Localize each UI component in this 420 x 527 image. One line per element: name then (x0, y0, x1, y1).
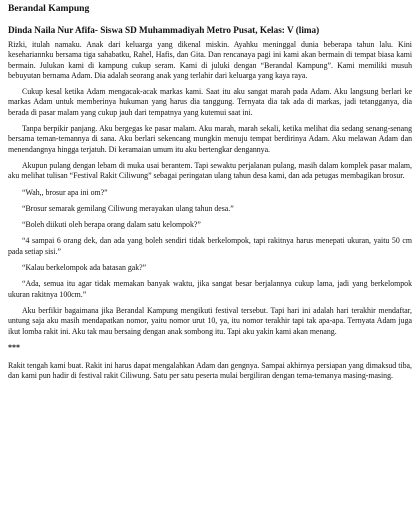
paragraph: Tanpa berpikir panjang. Aku bergegas ke pasar malam. Aku marah, marah sekali, ketika melihat dia sedang senang-senang bersama teman-temannya di sana. Aku berlari sekencang mungkin menuju tempat berdirinya Adam. Aku melawan Adam dan menendangnya hingga terjatuh. Di keramaian umum itu aku bertengkar dengannya. (8, 124, 412, 154)
paragraph: Rizki, itulah namaku. Anak dari keluarga yang dikenal miskin. Ayahku meninggal dunia beberapa tahun lalu. Kini kesehariannku bersama tiga sahabatku, Rahel, Hafis, dan Gita. Dan rencanaya pagi ini kami akan bermain di tempat biasa kami bermain. Julukan kami di kampung cukup seram. Kami di juluki dengan “Berandal Kampung”. Kami memiliki musuh bebuyutan bernama Adam. Dia adalah seorang anak yang terlahir dari keluarga yang kaya raya. (8, 40, 412, 80)
paragraph: Rakit tengah kami buat. Rakit ini harus dapat mengalahkan Adam dan gengnya. Sampai akhirnya persiapan yang dimaksud tiba, dan kami pun hadir di festival rakit Ciliwung. Satu per satu peserta mulai bergiliran dengan tema-temanya masing-masing. (8, 360, 412, 381)
dialogue-line: “4 sampai 6 orang dek, dan ada yang boleh sendiri tidak berkelompok, tapi rakitnya harus menepati ukuran, yaitu 50 cm pada setiap sisi.” (8, 236, 412, 256)
paragraph: Aku berfikir bagaimana jika Berandal Kampung mengikuti festival tersebut. Tapi hari ini adalah hari terakhir mendaftar, untung saja aku masih mendapatkan nomor, yaitu nomor urut 10, ya, itu nomor terakhir tapi tak apa-apa. Ternyata Adam juga ikut lomba rakit ini. Aku tak mau bersaing dengan anak sombong itu. Tapi aku yakin kami akan menang. (8, 305, 412, 336)
dialogue-line: “Boleh diikuti oleh berapa orang dalam satu kelompok?” (22, 220, 201, 230)
dialogue-line: “Ada, semua itu agar tidak memakan banyak waktu, jika sangat besar berjalannya cukup lama, jadi yang berkelompok ukuran rakitnya 100cm.” (8, 279, 412, 299)
paragraph: Akupun pulang dengan lebam di muka usai berantem. Tapi sewaktu perjalanan pulang, masih dalam komplek pasar malam, aku melihat tulisan “Festival Rakit Ciliwung” sebagai peringatan ulang tahun desa kami, dan ada petugas membagikan brosur. (8, 160, 412, 181)
dialogue-line: “Brosur semarak gemilang Ciliwung merayakan ulang tahun desa.” (22, 203, 234, 213)
section-separator: *** (8, 342, 20, 352)
story-title: Berandal Kampung (8, 3, 90, 14)
author-line: Dinda Naila Nur Afifa- Siswa SD Muhammadiyah Metro Pusat, Kelas: V (lima) (8, 25, 320, 35)
dialogue-line: “Kalau berkelompok ada batasan gak?” (22, 263, 147, 273)
dialogue-line: “Wah,, brosur apa ini om?” (22, 187, 108, 197)
paragraph: Cukup kesal ketika Adam mengacak-acak markas kami. Saat itu aku sangat marah pada Adam. Aku langsung berlari ke markas Adam untuk memberinya hukuman yang harus dia tanggung. Ternyata dia tak ada di markas, jadi tetangganya, dia berada di pasar malam yang cukup jauh dari tempatnya yang kutemui saat ini. (8, 87, 412, 117)
